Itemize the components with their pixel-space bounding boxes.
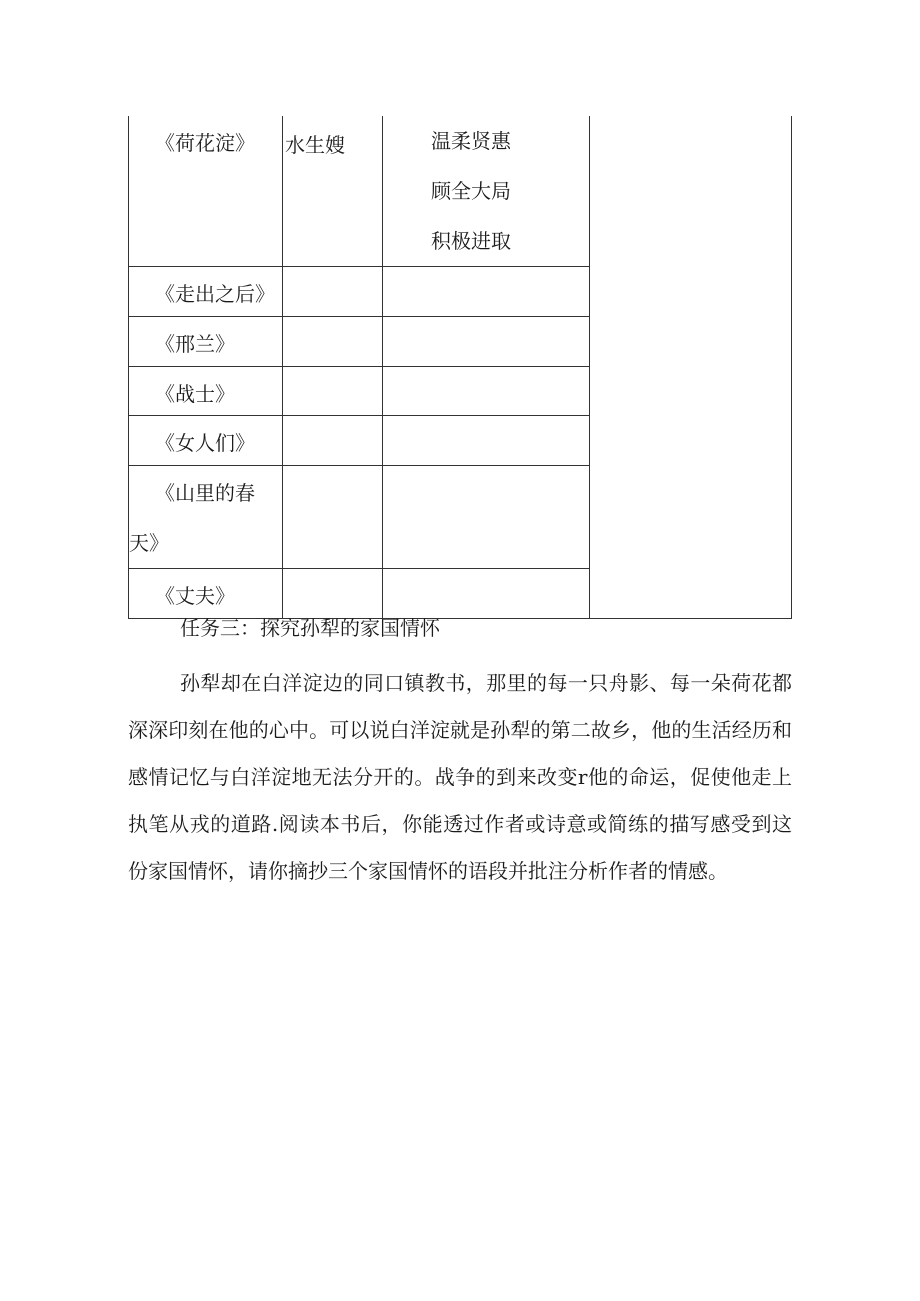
- character-cell[interactable]: [283, 267, 383, 317]
- work-title: 《山里的春天》: [129, 481, 255, 555]
- traits-cell[interactable]: [383, 267, 590, 317]
- character-cell: [283, 116, 383, 267]
- work-title: 《邢兰》: [155, 332, 235, 356]
- work-title-cell: [129, 116, 283, 267]
- traits-cell[interactable]: [383, 416, 590, 466]
- table-row: [129, 116, 792, 267]
- work-title-cell: [129, 367, 283, 416]
- traits-cell[interactable]: [383, 569, 590, 619]
- work-title: 《女人们》: [155, 431, 255, 455]
- work-title: 《走出之后》: [155, 282, 275, 306]
- character-cell[interactable]: [283, 569, 383, 619]
- works-table: [128, 116, 792, 619]
- character-cell[interactable]: [283, 416, 383, 466]
- work-title-cell: [129, 317, 283, 367]
- character-name: 水生嫂: [285, 133, 345, 157]
- trait-text: 积极进取: [431, 229, 511, 253]
- work-title-cell: [129, 267, 283, 317]
- trait-text: 顾全大局: [431, 179, 511, 203]
- analysis-cell[interactable]: [590, 116, 792, 619]
- work-title-cell: [129, 569, 283, 619]
- traits-cell: [383, 116, 590, 267]
- work-title: 《荷花淀》: [155, 131, 255, 155]
- work-title: 《战士》: [155, 382, 235, 406]
- trait-text: 温柔贤惠: [431, 129, 511, 153]
- works-table-container: [128, 116, 791, 612]
- character-cell[interactable]: [283, 367, 383, 416]
- work-title: 《丈夫》: [155, 584, 235, 608]
- task-heading: 任务三：探究孙犁的家国情怀: [180, 616, 440, 640]
- character-cell[interactable]: [283, 466, 383, 569]
- character-cell[interactable]: [283, 317, 383, 367]
- traits-cell[interactable]: [383, 367, 590, 416]
- work-title-cell: [129, 416, 283, 466]
- traits-cell[interactable]: [383, 466, 590, 569]
- traits-cell[interactable]: [383, 317, 590, 367]
- task-paragraph: 孙犁却在白洋淀边的同口镇教书，那里的每一只舟影、每一朵荷花都深深印刻在他的心中。可以说白洋淀就是孙犁的第二故乡，他的生活经历和感情记忆与白洋淀地无法分开的。战争的到来改变r他的命运，促使他走上执笔从戎的道路.阅读本书后，你能透过作者或诗意或简练的描写感受到这份家国情怀，请你摘抄三个家国情怀的语段并批注分析作者的情感。: [128, 671, 792, 883]
- work-title-cell: [129, 466, 283, 569]
